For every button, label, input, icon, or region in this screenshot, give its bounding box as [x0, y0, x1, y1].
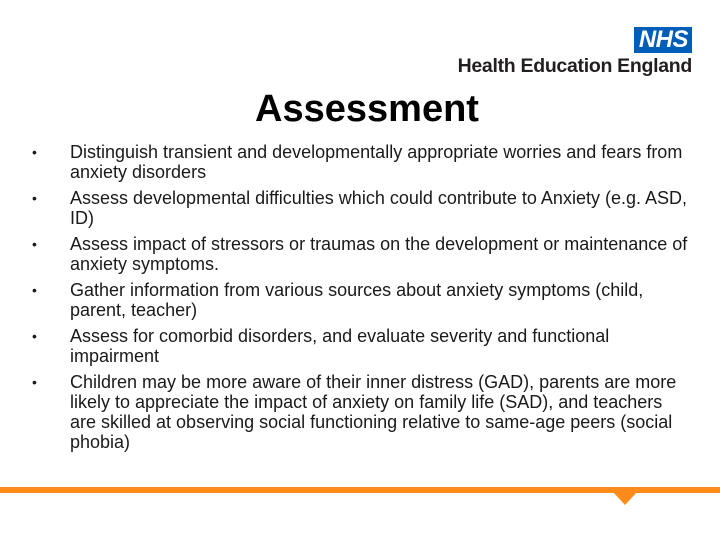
bullet-icon: •	[32, 144, 37, 160]
bullet-item	[32, 372, 692, 452]
bullet-item	[32, 326, 692, 366]
bullet-item	[32, 280, 692, 320]
footer-notch-icon	[613, 492, 637, 505]
bullet-icon: •	[32, 374, 37, 390]
nhs-badge: NHS	[634, 27, 692, 53]
bullet-icon: •	[32, 328, 37, 344]
slide-title: Assessment	[255, 88, 479, 130]
bullet-icon: •	[32, 282, 37, 298]
bullet-item	[32, 234, 692, 274]
bullet-item	[32, 188, 692, 228]
bullet-text: Assess developmental difficulties which could contribute to Anxiety (e.g. ASD, ID)	[70, 188, 687, 228]
bullet-list	[32, 142, 692, 458]
bullet-text: Gather information from various sources about anxiety symptoms (child, parent, teacher)	[70, 280, 644, 320]
bullet-text: Children may be more aware of their inner distress (GAD), parents are more likely to appreciate the impact of anxiety on family life (SAD), and teachers are skilled at observing social functioning relative to same-age peers (social phobia)	[70, 372, 677, 452]
bullet-text: Distinguish transient and developmentally appropriate worries and fears from anxiety disorders	[70, 142, 683, 182]
bullet-item	[32, 142, 692, 182]
bullet-icon: •	[32, 236, 37, 252]
footer-area	[0, 493, 720, 540]
bullet-icon: •	[32, 190, 37, 206]
bullet-text: Assess for comorbid disorders, and evaluate severity and functional impairment	[70, 326, 610, 366]
org-name: Health Education England	[457, 55, 692, 77]
bullet-text: Assess impact of stressors or traumas on the development or maintenance of anxiety symptoms.	[70, 234, 688, 274]
